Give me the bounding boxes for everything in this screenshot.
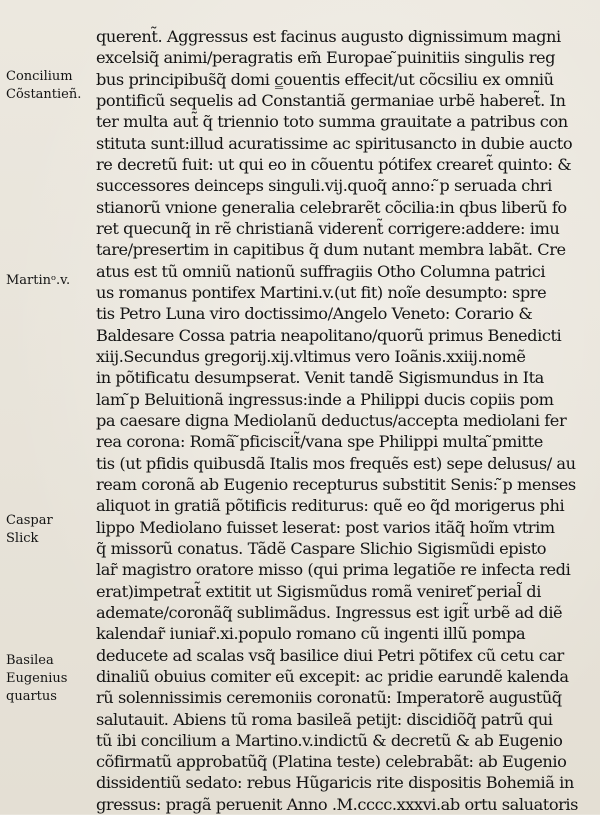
text-line: dinaliũ obuius comiter eũ excepit: ac pridie earundẽ kalenda bbox=[96, 666, 569, 686]
margin-note-line: Slick bbox=[6, 531, 39, 546]
margin-note-martin bbox=[6, 272, 70, 290]
text-line: ream coronã ab Eugenio recepturus substitit Senis: ̃p menses bbox=[96, 474, 576, 494]
margin-note-caspar bbox=[6, 512, 53, 548]
text-line: querent̃. Aggressus est facinus augusto dignissimum magni bbox=[96, 27, 561, 46]
text-line: stianorũ vnione generalia celebrarẽt cõcilia:in qbus liberũ fo bbox=[96, 197, 567, 217]
text-line: in põtificatu desumpserat. Venit tandẽ Sigismundus in Ita bbox=[96, 368, 544, 388]
text-line: rũ solennissimis ceremoniis coronatũ: Imperatorẽ augustũq̃ bbox=[96, 688, 562, 708]
text-line: salutauit. Abiens tũ roma basileã petijt: discidiõq̃ patrũ qui bbox=[96, 709, 553, 729]
text-line: tis (ut pfidis quibusdã Italis mos frequẽs est) sepe delusus/ au bbox=[96, 453, 576, 473]
text-line: pa caesare digna Mediolanũ deductus/accepta mediolani fer bbox=[96, 410, 567, 430]
margin-notes bbox=[0, 0, 95, 814]
text-line: ademate/coronãq̃ sublimãdus. Ingressus est igit̃ urbẽ ad diẽ bbox=[96, 602, 563, 622]
text-line: bus principibus̃q̃ domi c̳ouentis effecit/ut cõcsiliu ex omniũ bbox=[96, 69, 554, 89]
text-line: excelsiq̃ animi/peragratis em̃ Europae ̃puinitiis singulis reg bbox=[96, 48, 556, 68]
text-line: pontificũ sequelis ad Constantiã germaniae urbẽ haberet̃. In bbox=[96, 90, 566, 110]
text-line: lam ̃p Beluitionã ingressus:inde a Philippi ducis copiis pom bbox=[96, 389, 554, 409]
text-line: ter multa aut̃ q̃ triennio toto summa grauitate a patribus con bbox=[96, 112, 568, 132]
text-line: ret quecunq̃ in rẽ christianã viderent̃ corrigere:addere: imu bbox=[96, 218, 560, 238]
margin-note-line: Concilium bbox=[6, 69, 73, 84]
text-line: tare/presertim in capitibus q̃ dum nutant membra labãt. Cre bbox=[96, 240, 566, 260]
text-line: tũ ibi concilium a Martino.v.indictũ & decretũ & ab Eugenio bbox=[96, 730, 563, 750]
margin-note-line: Martinᵒ.v. bbox=[6, 273, 71, 288]
text-line: rea corona: Romã ̃pficiscit̃/vana spe Philippi multa ̃pmitte bbox=[96, 432, 543, 452]
margin-note-line: Caspar bbox=[6, 513, 53, 528]
margin-note-line: Eugenius bbox=[6, 671, 68, 686]
text-line: lar̃ magistro oratore misso (qui prima legatiõe re infecta redi bbox=[96, 560, 571, 580]
text-line: kalendar̃ iuniar̃.xi.populo romano cũ ingenti illũ pompa bbox=[96, 624, 526, 644]
text-line: aliquot in gratiã põtificis rediturus: quẽ eo q̃d morigerus phi bbox=[96, 496, 565, 516]
text-line: deducete ad scalas vsq̃ basilice diui Petri põtifex cũ cetu car bbox=[96, 645, 564, 665]
text-line: cõfirmatũ approbatũq̃ (Platina teste) celebrabãt: ab Eugenio bbox=[96, 752, 567, 772]
text-line: us romanus pontifex Martini.v.(ut fit) noĩe desumpto: spre bbox=[96, 282, 547, 302]
margin-note-line: Cõstantieñ. bbox=[6, 87, 82, 102]
text-line: Baldesare Cossa patria neapolitano/quorũ primus Benedicti bbox=[96, 325, 562, 345]
margin-note-concilium bbox=[6, 68, 81, 104]
main-text-column bbox=[96, 26, 592, 814]
margin-note-basilea bbox=[6, 652, 67, 706]
text-line: lippo Mediolano fuisset leserat: post varios itãq̃ hoĩm vtrim bbox=[96, 517, 555, 537]
text-line: re decretũ fuit: ut qui eo in cõuentu pótifex crearet̃ quinto: & bbox=[96, 154, 572, 174]
text-line: tis Petro Luna viro doctissimo/Angelo Veneto: Corario & bbox=[96, 304, 533, 324]
text-line: atus est tũ omniũ nationũ suffragiis Otho Columna patrici bbox=[96, 261, 546, 281]
margin-note-line: quartus bbox=[6, 689, 57, 704]
margin-note-line: Basilea bbox=[6, 653, 54, 668]
text-line: stituta sunt:illud acuratissime ac spiritusancto in dubie aucto bbox=[96, 133, 573, 153]
text-line: q̃ missorũ conatus. Tãdẽ Caspare Slichio Sigismũdi episto bbox=[96, 538, 547, 558]
text-line: dissidentiũ sedato: rebus Hũgaricis rite dispositis Bohemiã in bbox=[96, 773, 574, 793]
text-line: successores deinceps singuli.vij.quoq̃ anno: ̃p seruada chri bbox=[96, 176, 552, 196]
text-line: erat)impetrat̃ extitit ut Sigismũdus romã veniret ̃perial̃ di bbox=[96, 581, 541, 601]
text-line: gressus: pragã peruenit Anno .M.cccc.xxxvi.ab ortu saluatoris bbox=[96, 794, 578, 814]
text-line: xiij.Secundus gregorij.xij.vltimus vero Ioãnis.xxiij.nomẽ bbox=[96, 346, 526, 366]
